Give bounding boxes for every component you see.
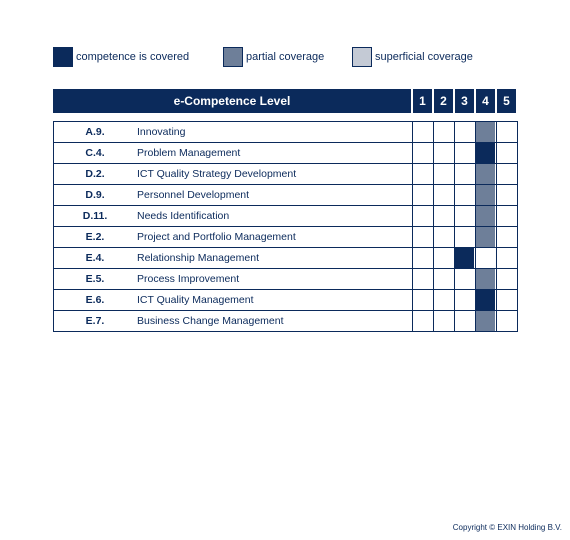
legend-item-partial bbox=[223, 45, 324, 69]
competence-name: ICT Quality Management bbox=[137, 294, 254, 306]
level-cell-1 bbox=[412, 206, 432, 226]
table-row bbox=[54, 206, 517, 227]
competence-code: E.2. bbox=[85, 231, 105, 243]
level-cell-5 bbox=[496, 122, 516, 142]
table-header bbox=[53, 89, 517, 113]
level-cell-3 bbox=[454, 269, 474, 289]
level-cell-5 bbox=[496, 227, 516, 247]
competence-code: E.7. bbox=[85, 315, 105, 327]
level-cell-4 bbox=[475, 122, 495, 142]
competence-code: E.4. bbox=[85, 252, 105, 264]
level-cell-4 bbox=[475, 311, 495, 331]
level-cell-2 bbox=[433, 290, 453, 310]
table-row bbox=[54, 164, 517, 185]
level-header-5: 5 bbox=[497, 89, 516, 113]
legend-label-partial: partial coverage bbox=[246, 51, 325, 63]
legend-item-superficial bbox=[352, 45, 473, 69]
level-cell-2 bbox=[433, 248, 453, 268]
competence-code: E.5. bbox=[85, 273, 105, 285]
level-header-4: 4 bbox=[476, 89, 495, 113]
level-cell-3 bbox=[454, 227, 474, 247]
table-row bbox=[54, 143, 517, 164]
level-cell-2 bbox=[433, 122, 453, 142]
level-cell-3 bbox=[454, 290, 474, 310]
level-cell-5 bbox=[496, 143, 516, 163]
competence-name: Project and Portfolio Management bbox=[137, 231, 296, 243]
level-cell-3 bbox=[454, 206, 474, 226]
level-cell-1 bbox=[412, 164, 432, 184]
legend-swatch-superficial bbox=[352, 47, 372, 67]
level-cell-3 bbox=[454, 122, 474, 142]
competence-name: Innovating bbox=[137, 126, 186, 138]
competence-name: Relationship Management bbox=[137, 252, 259, 264]
level-cell-5 bbox=[496, 311, 516, 331]
table-row bbox=[54, 269, 517, 290]
level-cell-4 bbox=[475, 290, 495, 310]
copyright-text: Copyright © EXIN Holding B.V. bbox=[452, 523, 562, 532]
level-cell-1 bbox=[412, 311, 432, 331]
table-body bbox=[53, 121, 518, 332]
level-cell-1 bbox=[412, 248, 432, 268]
level-cell-2 bbox=[433, 164, 453, 184]
competence-name: Personnel Development bbox=[137, 189, 250, 201]
level-cell-2 bbox=[433, 185, 453, 205]
competence-table bbox=[53, 89, 517, 327]
competence-code: A.9. bbox=[85, 126, 105, 138]
legend-label-superficial: superficial coverage bbox=[375, 51, 473, 63]
level-cell-3 bbox=[454, 185, 474, 205]
level-cell-3 bbox=[454, 164, 474, 184]
level-cell-5 bbox=[496, 269, 516, 289]
level-cell-1 bbox=[412, 269, 432, 289]
level-cell-3 bbox=[454, 248, 474, 268]
level-cell-5 bbox=[496, 164, 516, 184]
level-cell-5 bbox=[496, 206, 516, 226]
level-cell-1 bbox=[412, 185, 432, 205]
table-row bbox=[54, 122, 517, 143]
level-cell-3 bbox=[454, 311, 474, 331]
legend-swatch-partial bbox=[223, 47, 243, 67]
legend-swatch-covered bbox=[53, 47, 73, 67]
level-cell-2 bbox=[433, 143, 453, 163]
table-row bbox=[54, 227, 517, 248]
table-row bbox=[54, 290, 517, 311]
competence-code: E.6. bbox=[85, 294, 105, 306]
legend-item-covered bbox=[53, 45, 189, 69]
competence-code: D.9. bbox=[85, 189, 105, 201]
level-cell-3 bbox=[454, 143, 474, 163]
level-cell-5 bbox=[496, 185, 516, 205]
level-cell-4 bbox=[475, 227, 495, 247]
competence-code: C.4. bbox=[85, 147, 105, 159]
table-title: e-Competence Level bbox=[53, 89, 411, 113]
table-row bbox=[54, 311, 517, 332]
competence-code: D.2. bbox=[85, 168, 105, 180]
competence-name: Needs Identification bbox=[137, 210, 230, 222]
competence-name: Problem Management bbox=[137, 147, 241, 159]
level-cell-4 bbox=[475, 164, 495, 184]
level-cell-2 bbox=[433, 311, 453, 331]
level-cell-2 bbox=[433, 206, 453, 226]
level-cell-1 bbox=[412, 122, 432, 142]
competence-name: Process Improvement bbox=[137, 273, 240, 285]
competence-name: ICT Quality Strategy Development bbox=[137, 168, 297, 180]
level-cell-5 bbox=[496, 248, 516, 268]
level-cell-4 bbox=[475, 185, 495, 205]
level-cell-1 bbox=[412, 290, 432, 310]
level-cell-4 bbox=[475, 143, 495, 163]
level-header-2: 2 bbox=[434, 89, 453, 113]
competence-code: D.11. bbox=[82, 210, 108, 222]
level-cell-1 bbox=[412, 143, 432, 163]
level-cell-2 bbox=[433, 269, 453, 289]
level-cell-4 bbox=[475, 269, 495, 289]
table-row bbox=[54, 185, 517, 206]
level-cell-1 bbox=[412, 227, 432, 247]
level-header-1: 1 bbox=[413, 89, 432, 113]
level-cell-5 bbox=[496, 290, 516, 310]
legend-label-covered: competence is covered bbox=[76, 51, 190, 63]
level-header-3: 3 bbox=[455, 89, 474, 113]
level-cell-2 bbox=[433, 227, 453, 247]
level-cell-4 bbox=[475, 248, 495, 268]
level-cell-4 bbox=[475, 206, 495, 226]
competence-name: Business Change Management bbox=[137, 315, 284, 327]
table-row bbox=[54, 248, 517, 269]
